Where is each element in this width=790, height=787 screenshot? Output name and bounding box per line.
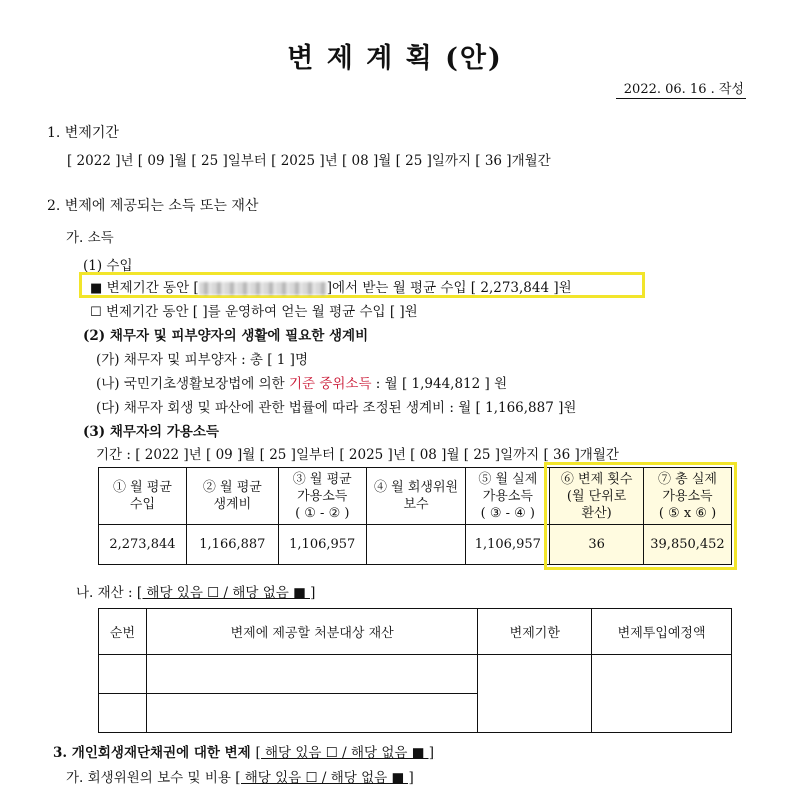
median-income-suffix: : 월 [ 1,944,812 ] 원 <box>371 376 508 392</box>
col-repayment-count: ⑥ 변제 횟수 (월 단위로 환산) <box>550 468 644 525</box>
repayment-period: [ 2022 ]년 [ 09 ]월 [ 25 ]일부터 [ 2025 ]년 [ 08 ]월 [ 25 ]일까지 [ 36 ]개월간 <box>67 153 551 169</box>
cell-monthly-income: 2,273,844 <box>99 525 187 565</box>
income-line1-prefix: 변제기간 동안 [ <box>106 280 199 296</box>
cell-empty <box>99 694 147 733</box>
property-line <box>76 581 315 601</box>
cell-empty <box>146 694 477 733</box>
cell-trustee-fee <box>366 525 466 565</box>
median-income-prefix: (나) 국민기초생활보장법에 의한 <box>96 376 289 392</box>
table-header-row <box>99 609 732 655</box>
income-line-business <box>90 300 418 320</box>
cell-empty <box>99 655 147 694</box>
income-line2-text: 변제기간 동안 [ ]를 운영하여 얻는 월 평균 수입 [ ]원 <box>105 304 418 320</box>
col-monthly-income: ① 월 평균 수입 <box>99 468 187 525</box>
cell-monthly-living-cost: 1,166,887 <box>186 525 278 565</box>
checked-box-icon: ■ <box>90 281 103 296</box>
section1-heading: 1. 변제기간 <box>47 125 119 141</box>
income-heading: (1) 수입 <box>83 258 133 274</box>
col-monthly-living-cost: ② 월 평균 생계비 <box>186 468 278 525</box>
section3-heading <box>53 741 434 761</box>
property-table <box>98 608 732 733</box>
living-cost-heading: (2) 채무자 및 피부양자의 생활에 필요한 생계비 <box>83 328 369 344</box>
trustee-fee-label: 가. 회생위원의 보수 및 비용 <box>66 770 236 786</box>
trustee-fee-value: [ 해당 있음 ☐ / 해당 없음 ■ ] <box>235 770 414 786</box>
col-trustee-fee: ④ 월 회생위원 보수 <box>366 468 466 525</box>
income-line1-suffix: ]에서 받는 월 평균 수입 [ 2,273,844 ]원 <box>326 280 572 296</box>
property-label: 나. 재산 : <box>76 585 137 601</box>
table-row <box>99 655 732 694</box>
property-value: [ 해당 있음 ☐ / 해당 없음 ■ ] <box>136 585 316 601</box>
cell-monthly-available: 1,106,957 <box>278 525 366 565</box>
cell-empty <box>146 655 477 694</box>
col-property: 변제에 제공할 처분대상 재산 <box>146 609 477 655</box>
available-income-heading: (3) 채무자의 가용소득 <box>83 424 219 440</box>
dependents-line: (가) 채무자 및 피부양자 : 총 [ 1 ]명 <box>96 352 308 368</box>
cell-total-available: 39,850,452 <box>643 525 731 565</box>
available-income-period: 기간 : [ 2022 ]년 [ 09 ]월 [ 25 ]일부터 [ 2025 ]년 [ 08 ]월 [ 25 ]일까지 [ 36 ]개월간 <box>96 447 619 463</box>
document-title: 변 제 계 획 (안) <box>287 43 503 74</box>
income-line-employment <box>90 276 572 296</box>
col-monthly-available: ③ 월 평균 가용소득 ( ① - ② ) <box>278 468 366 525</box>
col-actual-available: ⑤ 월 실제 가용소득 ( ③ - ④ ) <box>466 468 550 525</box>
unchecked-box-icon: ☐ <box>90 305 102 320</box>
col-seq: 순번 <box>99 609 147 655</box>
section3-value: [ 해당 있음 ☐ / 해당 없음 ■ ] <box>255 745 435 761</box>
redacted-employer <box>199 282 327 295</box>
cell-repayment-count: 36 <box>550 525 644 565</box>
table-highlight-box <box>544 462 737 570</box>
col-deadline: 변제기한 <box>478 609 592 655</box>
section3-label: 3. 개인회생재단채권에 대한 변제 <box>53 745 256 761</box>
cell-empty <box>478 655 592 733</box>
adjusted-living-cost-line: (다) 채무자 회생 및 파산에 관한 법률에 따라 조정된 생계비 : 월 [ 1,166,887 ]원 <box>96 400 577 416</box>
median-income-red-label: 기준 중위소득 <box>288 376 372 392</box>
section2-heading: 2. 변제에 제공되는 소득 또는 재산 <box>47 198 259 214</box>
cell-actual-available: 1,106,957 <box>466 525 550 565</box>
median-income-line <box>96 372 507 392</box>
col-total-available: ⑦ 총 실제 가용소득 ( ⑤ x ⑥ ) <box>643 468 731 525</box>
col-planned-amount: 변제투입예정액 <box>592 609 732 655</box>
income-subheading: 가. 소득 <box>66 230 114 246</box>
document-date: 2022. 06. 16 . 작성 <box>616 78 746 99</box>
trustee-fee-line <box>66 766 414 786</box>
cell-empty <box>592 655 732 733</box>
